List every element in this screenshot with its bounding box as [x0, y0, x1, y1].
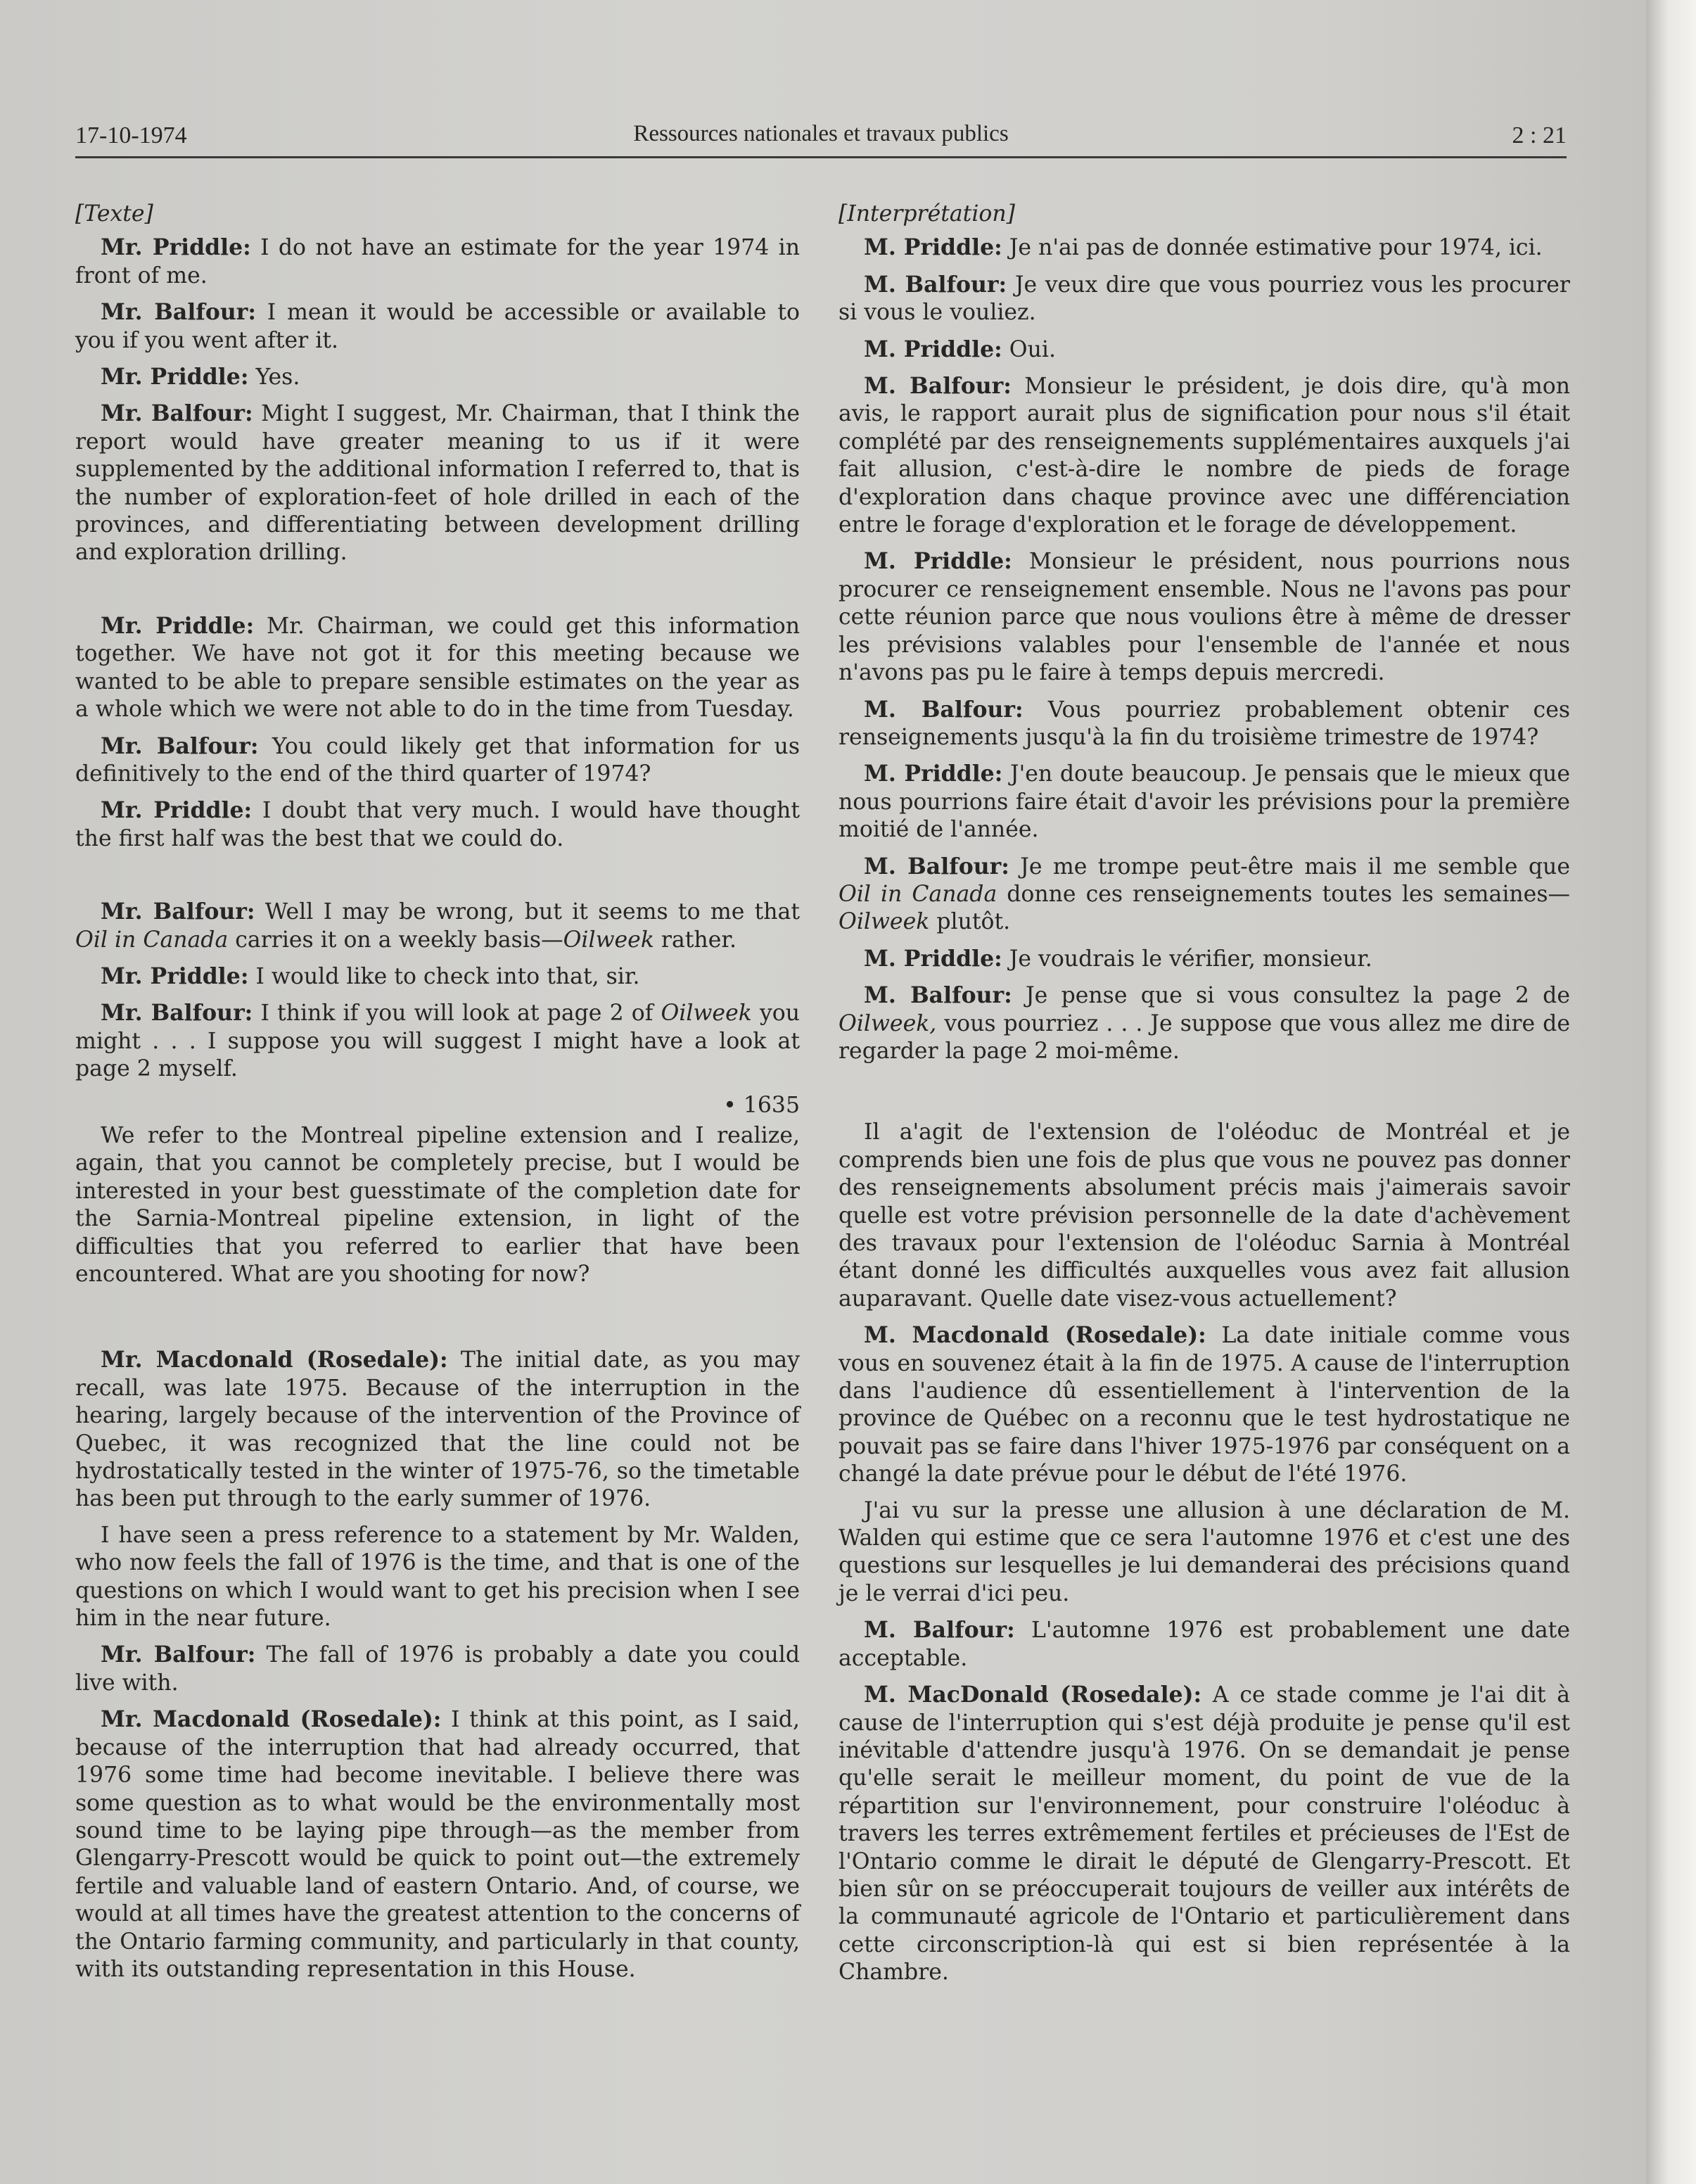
paragraph-text: Oui.	[1002, 336, 1056, 362]
paragraph-text: L'automne 1976 est probablement une date acceptable.	[839, 1618, 1570, 1671]
french-column	[839, 201, 1570, 1995]
english-paragraph	[75, 796, 800, 853]
paragraph-text: carries it on a weekly basis—	[228, 927, 563, 953]
french-paragraph	[839, 696, 1570, 752]
paragraph-text: Mr. Chairman, we could get this information together. We have not got it for this meeting because we wanted to be able to prepare sensible estimates on the year as a whole which we were not able to do in the time from Tuesday.	[75, 613, 800, 723]
speaker-name: Mr. Priddle:	[101, 612, 255, 639]
speaker-name: Mr. Balfour:	[101, 1000, 253, 1027]
speaker-name: M. Macdonald (Rosedale):	[864, 1322, 1206, 1349]
speaker-name: M. Balfour:	[864, 373, 1012, 400]
french-paragraph	[839, 234, 1570, 262]
french-paragraph	[839, 760, 1570, 844]
english-paragraph	[75, 898, 800, 954]
english-paragraph	[75, 1122, 800, 1288]
english-paragraph	[75, 234, 800, 290]
english-paragraph	[75, 732, 800, 789]
speaker-name: M. Priddle:	[864, 548, 1012, 575]
french-paragraph	[839, 1119, 1570, 1313]
speaker-name: M. Priddle:	[864, 761, 1003, 787]
speaker-name: M. Balfour:	[864, 696, 1024, 723]
speaker-name: M. Priddle:	[864, 945, 1002, 972]
paragraph-text: I think at this point, as I said, because of the interruption that had already occurred, that 1976 some time had become inevitable. I believe there was some question as to what would be the environmentally most sound time to be laying pipe through—as the member from Glengarry-Prescott would be quick to point out—the extremely fertile and valuable land of eastern Ontario. And, of course, we would at all times have the greatest attention to the concerns of the Ontario farming community, and particularly in that county, with its outstanding representation in this House.	[75, 1707, 800, 1982]
paragraph-text: rather.	[653, 927, 737, 953]
paragraph-text: The initial date, as you may recall, was late 1975. Because of the interruption in the hearing, largely because of the intervention of the Province of Quebec, it was recognized that the line could not be hydrostatically tested in the winter of 1975-76, so the timetable has been put through to the early summer of 1976.	[75, 1347, 800, 1512]
speaker-name: Mr. Priddle:	[101, 797, 253, 824]
speaker-name: Mr. Balfour:	[101, 400, 253, 427]
english-label: [Texte]	[75, 201, 153, 227]
header-date: 17-10-1974	[75, 122, 187, 148]
paragraph-text: I do not have an estimate for the year 1974 in front of me.	[75, 235, 800, 288]
english-paragraph	[75, 1641, 800, 1697]
english-paragraph	[75, 298, 800, 355]
speaker-name: Mr. Macdonald (Rosedale):	[101, 1347, 448, 1373]
paragraph-text: Je n'ai pas de donnée estimative pour 1974, ici.	[1002, 235, 1543, 261]
speaker-name: M. Priddle:	[864, 336, 1002, 362]
french-paragraph	[839, 982, 1570, 1065]
speaker-name: Mr. Priddle:	[101, 234, 251, 261]
paragraph-text: donne ces renseignements toutes les semaines—	[997, 881, 1570, 907]
paragraph-text: I think if you will look at page 2 of	[253, 1001, 661, 1027]
paragraph-text: You could likely get that information for us definitively to the end of the third quarter of 1974?	[75, 733, 800, 787]
french-paragraph	[839, 853, 1570, 937]
speaker-name: M. Balfour:	[864, 982, 1012, 1009]
english-paragraph	[75, 999, 800, 1083]
paragraph-text: Je me trompe peut-être mais il me semble que	[1009, 853, 1570, 880]
page-edge-shadow	[1646, 0, 1696, 2184]
paragraph-text: Je veux dire que vous pourriez vous les procurer si vous le vouliez.	[839, 272, 1570, 326]
paragraph-text: Yes.	[248, 364, 300, 391]
french-paragraph	[839, 271, 1570, 327]
paragraph-text: We refer to the Montreal pipeline extension and I realize, again, that you cannot be completely precise, but I would be interested in your best guesstimate of the completion date for the Sarnia-Montreal pipeline extension, in light of the difficulties that you referred to earlier that have been encountered. What are you shooting for now?	[75, 1122, 800, 1287]
paragraph-text: vous pourriez . . . Je suppose que vous allez me dire de regarder la page 2 moi-même.	[839, 1010, 1570, 1064]
paragraph-text: Il a'agit de l'extension de l'oléoduc de Montréal et je comprends bien une fois de plus que vous ne pouvez pas donner des renseignements absolument précis mais j'aimerais savoir quelle est votre prévision personnelle de la date d'achèvement des travaux pour l'extension de l'oléoduc Sarnia à Montréal étant donné les difficultés auxquelles vous avez fait allusion auparavant. Quelle date visez-vous actuellement?	[839, 1119, 1570, 1312]
english-paragraph	[75, 612, 800, 724]
header-title: Ressources nationales et travaux publics	[633, 121, 1009, 146]
speaker-name: M. MacDonald (Rosedale):	[864, 1682, 1202, 1708]
paragraph-text: Might I suggest, Mr. Chairman, that I think the report would have greater meaning to us if it were supplemented by the additional information I referred to, that is the number of exploration-feet of hole drilled in each of the provinces, and differentiating between development drilling and exploration drilling.	[75, 401, 800, 566]
english-paragraph	[75, 963, 800, 991]
speaker-name: Mr. Priddle:	[101, 963, 249, 989]
paragraph-text: Monsieur le président, je dois dire, qu'à mon avis, le rapport aurait plus de signification pour nous s'il était complété par des renseignements supplémentaires auxquels j'ai fait allusion, c'est-à-dire le nombre de pieds de forage d'exploration dans chaque province avec une différenciation entre le forage d'exploration et le forage de développement.	[839, 374, 1570, 538]
english-paragraph	[75, 1346, 800, 1513]
publication-title: Oilweek,	[839, 1010, 937, 1036]
paragraph-text: La date initiale comme vous vous en souvenez était à la fin de 1975. A cause de l'interruption dans l'audience dû essentiellement à l'intervention de la province de Québec on a reconnu que le test hydrostatique ne pouvait pas se faire dans l'hiver 1975-1976 par conséquent on a changé la date prévue pour le début de l'été 1976.	[839, 1323, 1570, 1487]
publication-title: Oilweek	[839, 909, 930, 935]
time-marker: • 1635	[723, 1092, 800, 1118]
paragraph-text: Well I may be wrong, but it seems to me that	[255, 899, 800, 925]
paragraph-text: Monsieur le président, nous pourrions nous procurer ce renseignement ensemble. Nous ne l'avons pas pour cette réunion parce que nous voulions être à même de dresser les prévisions valables pour l'ensemble de l'année et nous n'avons pas pu le faire à temps depuis mercredi.	[839, 549, 1570, 686]
publication-title: Oilweek	[661, 1001, 752, 1027]
publication-title: Oilweek	[563, 927, 654, 953]
speaker-name: Mr. Macdonald (Rosedale):	[101, 1706, 442, 1733]
french-paragraph	[839, 1497, 1570, 1608]
paragraph-text: A ce stade comme je l'ai dit à cause de l'interruption qui s'est déjà produite je pense qu'il est inévitable d'attendre jusqu'à 1976. On se demandait je pense qu'elle serait le meilleur moment, du point de vue de la répartition sur l'environnement, pour construire l'oléoduc à travers les terres extrêmement fertiles et précieuses de l'Est de l'Ontario comme le dirait le député de Glengarry-Prescott. Et bien sûr on se préoccuperait toujours de veiller aux intérêts de la communauté agricole de l'Ontario et particulièrement dans cette circonscription-là qui est si bien représentée à la Chambre.	[839, 1682, 1570, 1986]
paragraph-text: I mean it would be accessible or available to you if you went after it.	[75, 300, 800, 353]
french-paragraph	[839, 945, 1570, 973]
paragraph-text: plutôt.	[929, 909, 1011, 935]
english-paragraph	[75, 363, 800, 391]
page-header	[75, 120, 1567, 158]
paragraph-text: J'ai vu sur la presse une allusion à une déclaration de M. Walden qui estime que ce sera l'automne 1976 et c'est une des questions sur lesquelles je lui demanderai des précisions quand je le verrai d'ici peu.	[839, 1497, 1570, 1606]
french-paragraph	[839, 1681, 1570, 1986]
paragraph-text: The fall of 1976 is probably a date you could live with.	[75, 1642, 800, 1696]
speaker-name: Mr. Balfour:	[101, 1642, 256, 1668]
speaker-name: Mr. Balfour:	[101, 732, 259, 759]
speaker-name: Mr. Balfour:	[101, 899, 255, 925]
paragraph-text: you might . . . I suppose you will suggest I might have a look at page 2 myself.	[75, 1001, 800, 1082]
french-paragraph	[839, 1616, 1570, 1672]
speaker-name: Mr. Priddle:	[101, 364, 249, 391]
header-page-number: 2 : 21	[1512, 122, 1567, 148]
english-paragraph	[75, 400, 800, 566]
speaker-name: Mr. Balfour:	[101, 299, 256, 326]
french-paragraph	[839, 1321, 1570, 1488]
paragraph-text: I doubt that very much. I would have thought the first half was the best that we could do.	[75, 798, 800, 851]
publication-title: Oil in Canada	[75, 927, 229, 953]
speaker-name: M. Balfour:	[864, 271, 1007, 298]
english-paragraph	[75, 1706, 800, 1983]
french-paragraph	[839, 547, 1570, 687]
paragraph-text: Je voudrais le vérifier, monsieur.	[1002, 946, 1372, 972]
english-paragraph	[75, 1522, 800, 1633]
paragraph-text: Vous pourriez probablement obtenir ces renseignements jusqu'à la fin du troisième trimestre de 1974?	[839, 697, 1570, 750]
paragraph-text: J'en doute beaucoup. Je pensais que le mieux que nous pourrions faire était d'avoir les prévisions pour la première moitié de l'année.	[839, 761, 1570, 843]
paragraph-text: I would like to check into that, sir.	[248, 963, 640, 989]
speaker-name: M. Balfour:	[864, 853, 1009, 880]
paragraph-text: I have seen a press reference to a statement by Mr. Walden, who now feels the fall of 1976 is the time, and that is one of the questions on which I would want to get his precision when I see him in the near future.	[75, 1522, 800, 1632]
french-paragraph	[839, 336, 1570, 364]
speaker-name: M. Balfour:	[864, 1617, 1015, 1644]
paragraph-text: Je pense que si vous consultez la page 2 de	[1012, 983, 1570, 1009]
english-column	[75, 201, 800, 1992]
french-label: [Interprétation]	[839, 201, 1015, 227]
publication-title: Oil in Canada	[839, 881, 997, 907]
french-paragraph	[839, 372, 1570, 539]
speaker-name: M. Priddle:	[864, 234, 1002, 261]
